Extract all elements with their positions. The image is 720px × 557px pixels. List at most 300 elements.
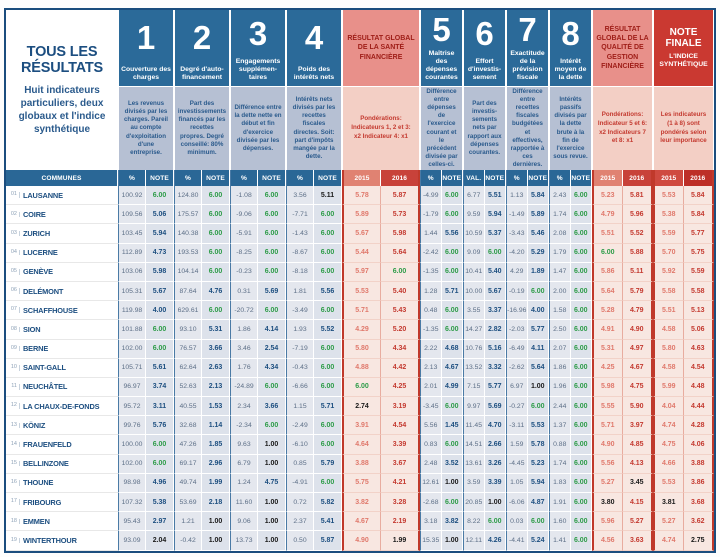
value-cell: 5.11 xyxy=(314,186,342,205)
column-header: % xyxy=(549,170,571,186)
value-cell: 9.06 xyxy=(230,512,258,531)
value-cell: 102.00 xyxy=(118,455,146,474)
value-cell: 5.67 xyxy=(146,282,174,301)
page-subtitle: Huit indicateurs particuliers, deux globaux et l'indice synthétique xyxy=(18,85,106,135)
commune-name: WINTERTHOUR xyxy=(23,535,77,545)
indicator-header-8 xyxy=(550,10,591,86)
value-cell: 4.74 xyxy=(653,416,684,435)
value-cell: 100.00 xyxy=(118,435,146,454)
commune-row-label xyxy=(6,435,118,454)
column-header: % xyxy=(174,170,202,186)
value-cell: 5.53 xyxy=(342,282,381,301)
table-header xyxy=(6,10,714,170)
value-cell: 6.00 xyxy=(571,435,593,454)
value-cell: -4.20 xyxy=(506,244,528,263)
value-cell: 4.58 xyxy=(653,359,684,378)
value-cell: 4.29 xyxy=(506,263,528,282)
result-desc-sante: Pondérations: Indicateurs 1, 2 et 3: x2 Indicateur 4: x1 xyxy=(343,87,419,170)
value-cell: 98.98 xyxy=(118,474,146,493)
value-cell: 5.51 xyxy=(653,301,684,320)
value-cell: 47.26 xyxy=(174,435,202,454)
value-cell: 4.67 xyxy=(623,359,654,378)
value-cell: -7.19 xyxy=(286,340,314,359)
column-header: NOTE xyxy=(258,170,286,186)
commune-name: SION xyxy=(23,324,41,334)
value-cell: 4.91 xyxy=(592,320,623,339)
value-cell: 629.61 xyxy=(174,301,202,320)
value-cell: -1.49 xyxy=(506,205,528,224)
value-cell: 6.00 xyxy=(571,340,593,359)
value-cell: 5.29 xyxy=(528,244,550,263)
value-cell: -2.42 xyxy=(420,244,442,263)
column-header: VAL. xyxy=(463,170,485,186)
indicator-desc-5: Différence entre dépenses de l'exercice courant et le précédent divisée par celles-ci. xyxy=(421,87,462,170)
indicator-desc-6: Part des investis-sements nets par rapport aux dépenses courantes. xyxy=(464,87,505,170)
value-cell: -20.72 xyxy=(230,301,258,320)
value-cell: 6.00 xyxy=(571,397,593,416)
commune-name: FRAUENFELD xyxy=(23,440,72,450)
commune-row-label xyxy=(6,186,118,205)
value-cell: 6.00 xyxy=(485,244,507,263)
value-cell: 3.52 xyxy=(442,455,464,474)
value-cell: 6.00 xyxy=(258,416,286,435)
value-cell: 3.74 xyxy=(146,378,174,397)
value-cell: 4.44 xyxy=(684,397,715,416)
value-cell: 1.76 xyxy=(230,359,258,378)
value-cell: 2.22 xyxy=(420,340,442,359)
value-cell: 5.24 xyxy=(528,531,550,550)
commune-name: BELLINZONE xyxy=(23,459,69,469)
value-cell: 93.10 xyxy=(174,320,202,339)
value-cell: 2.18 xyxy=(202,493,230,512)
indicator-header-5 xyxy=(421,10,462,86)
commune-row-label xyxy=(6,455,118,474)
value-cell: -7.71 xyxy=(286,205,314,224)
value-cell: 103.45 xyxy=(118,224,146,243)
value-cell: 4.75 xyxy=(653,435,684,454)
value-cell: 6.00 xyxy=(146,320,174,339)
value-cell: 3.11 xyxy=(146,397,174,416)
value-cell: 6.00 xyxy=(442,320,464,339)
value-cell: -2.03 xyxy=(506,320,528,339)
value-cell: 4.99 xyxy=(442,378,464,397)
value-cell: 15.35 xyxy=(420,531,442,550)
value-cell: 6.00 xyxy=(314,224,342,243)
value-cell: 5.16 xyxy=(485,340,507,359)
value-cell: 1.37 xyxy=(549,416,571,435)
value-cell: 5.52 xyxy=(623,224,654,243)
commune-name: KÖNIZ xyxy=(23,420,46,430)
value-cell: 10.76 xyxy=(463,340,485,359)
value-cell: 7.15 xyxy=(463,378,485,397)
value-cell: 9.97 xyxy=(463,397,485,416)
indicator-name: Exactitude de la prévision fiscale xyxy=(510,49,545,81)
value-cell: 1.44 xyxy=(420,224,442,243)
value-cell: 5.38 xyxy=(146,493,174,512)
value-cell: 2.04 xyxy=(146,531,174,550)
value-cell: 5.77 xyxy=(485,378,507,397)
commune-row-label xyxy=(6,224,118,243)
value-cell: 5.78 xyxy=(342,186,381,205)
value-cell: 4.21 xyxy=(381,474,420,493)
value-cell: 6.00 xyxy=(571,455,593,474)
value-cell: 1.89 xyxy=(528,263,550,282)
value-cell: -3.49 xyxy=(286,301,314,320)
value-cell: -1.35 xyxy=(420,263,442,282)
value-cell: 87.64 xyxy=(174,282,202,301)
commune-name: LUCERNE xyxy=(23,248,58,258)
value-cell: 2.75 xyxy=(684,531,715,550)
value-cell: 5.67 xyxy=(485,282,507,301)
value-cell: 12.11 xyxy=(463,531,485,550)
value-cell: 100.92 xyxy=(118,186,146,205)
indicator-number: 5 xyxy=(432,11,451,49)
commune-name: SAINT-GALL xyxy=(23,363,66,373)
value-cell: 6.00 xyxy=(202,263,230,282)
value-cell: 4.13 xyxy=(623,455,654,474)
value-cell: 49.74 xyxy=(174,474,202,493)
value-cell: 8.22 xyxy=(463,512,485,531)
value-cell: 6.00 xyxy=(258,186,286,205)
value-cell: 4.25 xyxy=(381,378,420,397)
value-cell: 6.00 xyxy=(258,301,286,320)
value-cell: 5.94 xyxy=(146,224,174,243)
value-cell: 6.00 xyxy=(442,186,464,205)
value-cell: 6.00 xyxy=(146,435,174,454)
indicator-desc-1: Les revenus divisés par les charges. Pareil au compte d'exploitation d'une entreprise. xyxy=(119,87,173,170)
value-cell: 5.73 xyxy=(381,205,420,224)
value-cell: 6.00 xyxy=(202,205,230,224)
value-cell: 107.32 xyxy=(118,493,146,512)
value-cell: 4.28 xyxy=(684,416,715,435)
value-cell: 2.00 xyxy=(549,282,571,301)
value-cell: 3.55 xyxy=(463,301,485,320)
value-cell: 4.90 xyxy=(623,320,654,339)
indicator-desc-3: Différence entre la dette nette en début et fin d'exercice divisée par les dépenses. xyxy=(231,87,285,170)
value-cell: -1.35 xyxy=(420,320,442,339)
indicator-header-6 xyxy=(464,10,505,86)
value-cell: 5.53 xyxy=(653,186,684,205)
value-cell: 6.00 xyxy=(571,263,593,282)
value-cell: 5.23 xyxy=(528,455,550,474)
value-cell: 5.96 xyxy=(623,205,654,224)
commune-row-label xyxy=(6,474,118,493)
title-block xyxy=(6,10,118,170)
value-cell: 6.00 xyxy=(571,512,593,531)
value-cell: 6.00 xyxy=(442,205,464,224)
value-cell: 4.56 xyxy=(592,531,623,550)
value-cell: 5.23 xyxy=(592,186,623,205)
value-cell: 1.00 xyxy=(258,493,286,512)
value-cell: 4.97 xyxy=(623,340,654,359)
column-header: 2015 xyxy=(342,170,381,186)
commune-row-label xyxy=(6,531,118,550)
value-cell: 13.73 xyxy=(230,531,258,550)
value-cell: 6.00 xyxy=(442,244,464,263)
value-cell: 76.57 xyxy=(174,340,202,359)
value-cell: 5.99 xyxy=(653,378,684,397)
result-header-finale xyxy=(654,10,713,86)
value-cell: 1.21 xyxy=(174,512,202,531)
value-cell: 1.83 xyxy=(549,474,571,493)
value-cell: 5.37 xyxy=(485,224,507,243)
value-cell: 2.13 xyxy=(202,378,230,397)
value-cell: 1.00 xyxy=(258,455,286,474)
column-header: NOTE xyxy=(202,170,230,186)
value-cell: 5.78 xyxy=(528,435,550,454)
value-cell: 5.59 xyxy=(684,263,715,282)
value-cell: -9.06 xyxy=(230,205,258,224)
value-cell: 3.46 xyxy=(230,340,258,359)
commune-row-label xyxy=(6,416,118,435)
value-cell: 102.00 xyxy=(118,340,146,359)
commune-name: ZURICH xyxy=(23,228,51,238)
communes-header: COMMUNES xyxy=(6,170,118,186)
value-cell: 9.63 xyxy=(230,435,258,454)
value-cell: 5.43 xyxy=(381,301,420,320)
value-cell: 4.79 xyxy=(592,205,623,224)
column-header: 2015 xyxy=(592,170,623,186)
value-cell: 5.56 xyxy=(592,455,623,474)
value-cell: 3.88 xyxy=(684,455,715,474)
indicator-header-1 xyxy=(119,10,173,86)
value-cell: 104.14 xyxy=(174,263,202,282)
value-cell: 5.40 xyxy=(381,282,420,301)
value-cell: 5.89 xyxy=(342,205,381,224)
value-cell: 119.98 xyxy=(118,301,146,320)
value-cell: 2.96 xyxy=(202,455,230,474)
value-cell: 6.00 xyxy=(314,359,342,378)
value-cell: 2.13 xyxy=(420,359,442,378)
value-cell: 140.38 xyxy=(174,224,202,243)
value-cell: -1.79 xyxy=(420,205,442,224)
value-cell: 1.74 xyxy=(549,455,571,474)
value-cell: 5.58 xyxy=(653,282,684,301)
value-cell: 2.54 xyxy=(258,340,286,359)
indicator-header-3 xyxy=(231,10,285,86)
value-cell: 5.31 xyxy=(202,320,230,339)
value-cell: 4.67 xyxy=(342,512,381,531)
row-number: 19 xyxy=(9,538,20,544)
column-header: % xyxy=(286,170,314,186)
value-cell: 4.75 xyxy=(623,378,654,397)
value-cell: 3.45 xyxy=(623,474,654,493)
value-cell: 2.19 xyxy=(381,512,420,531)
value-cell: -0.27 xyxy=(506,397,528,416)
value-cell: 5.27 xyxy=(592,474,623,493)
commune-name: FRIBOURG xyxy=(23,497,62,507)
value-cell: 5.53 xyxy=(653,474,684,493)
value-cell: 4.11 xyxy=(528,340,550,359)
value-cell: 6.00 xyxy=(571,301,593,320)
value-cell: 5.94 xyxy=(485,205,507,224)
value-cell: -0.42 xyxy=(174,531,202,550)
commune-name: BERNE xyxy=(23,344,49,354)
indicator-header-2 xyxy=(175,10,229,86)
value-cell: 4.63 xyxy=(684,340,715,359)
value-cell: 6.00 xyxy=(571,205,593,224)
value-cell: 3.39 xyxy=(381,435,420,454)
value-cell: 3.82 xyxy=(442,512,464,531)
value-cell: 5.64 xyxy=(528,359,550,378)
value-cell: 5.71 xyxy=(592,416,623,435)
value-cell: 4.42 xyxy=(381,359,420,378)
value-cell: 52.63 xyxy=(174,378,202,397)
row-number: 12 xyxy=(9,403,20,409)
value-cell: 3.26 xyxy=(485,455,507,474)
value-cell: 6.00 xyxy=(571,244,593,263)
value-cell: 3.59 xyxy=(463,474,485,493)
commune-name: LAUSANNE xyxy=(23,190,63,200)
value-cell: 2.48 xyxy=(420,455,442,474)
row-number: 08 xyxy=(9,327,20,333)
value-cell: 5.98 xyxy=(381,224,420,243)
commune-name: EMMEN xyxy=(23,516,50,526)
value-cell: 5.71 xyxy=(314,397,342,416)
value-cell: 109.56 xyxy=(118,205,146,224)
value-cell: 4.29 xyxy=(342,320,381,339)
value-cell: 4.88 xyxy=(342,359,381,378)
value-cell: 1.99 xyxy=(381,531,420,550)
indicator-number: 7 xyxy=(518,11,537,49)
indicator-number: 2 xyxy=(192,19,212,57)
value-cell: -4.41 xyxy=(506,531,528,550)
indicator-desc-8: Intérêts passifs divisés par la dette brute à la fin de l'exercice sous revue. xyxy=(550,87,591,170)
value-cell: -8.67 xyxy=(286,244,314,263)
value-cell: 5.75 xyxy=(342,474,381,493)
value-cell: 5.77 xyxy=(528,320,550,339)
value-cell: 5.06 xyxy=(146,205,174,224)
value-cell: 1.47 xyxy=(549,263,571,282)
value-cell: 6.00 xyxy=(571,474,593,493)
value-cell: 4.66 xyxy=(653,455,684,474)
value-cell: 5.52 xyxy=(314,320,342,339)
value-cell: -6.10 xyxy=(286,435,314,454)
value-cell: 5.44 xyxy=(342,244,381,263)
value-cell: 175.57 xyxy=(174,205,202,224)
column-header: 2016 xyxy=(623,170,654,186)
value-cell: 5.80 xyxy=(342,340,381,359)
indicator-number: 6 xyxy=(475,15,494,53)
value-cell: 6.00 xyxy=(314,378,342,397)
page-title: TOUS LES RÉSULTATS xyxy=(21,43,103,76)
value-cell: 4.34 xyxy=(381,340,420,359)
value-cell: 3.91 xyxy=(342,416,381,435)
column-header: NOTE xyxy=(528,170,550,186)
value-cell: 4.54 xyxy=(381,416,420,435)
value-cell: 4.67 xyxy=(442,359,464,378)
commune-name: DELÉMONT xyxy=(23,286,64,296)
value-cell: 3.97 xyxy=(623,416,654,435)
indicator-desc-7: Différence entre recettes fiscales budgétées et effectives, rapportée à ces dernières. xyxy=(507,87,548,170)
column-header: NOTE xyxy=(571,170,593,186)
value-cell: 5.51 xyxy=(592,224,623,243)
value-cell: 5.58 xyxy=(684,282,715,301)
finale-title: NOTE FINALE xyxy=(665,26,702,49)
value-cell: -4.91 xyxy=(286,474,314,493)
value-cell: 6.77 xyxy=(463,186,485,205)
value-cell: 4.14 xyxy=(258,320,286,339)
value-cell: 5.56 xyxy=(314,282,342,301)
value-cell: -2.68 xyxy=(420,493,442,512)
value-cell: 11.60 xyxy=(230,493,258,512)
value-cell: 6.00 xyxy=(442,493,464,512)
value-cell: 1.58 xyxy=(549,301,571,320)
value-cell: 105.31 xyxy=(118,282,146,301)
result-desc-qualite: Pondérations: Indicateur 5 et 6: x2 Indicateurs 7 et 8: x1 xyxy=(593,87,652,170)
value-cell: -6.66 xyxy=(286,378,314,397)
value-cell: 5.97 xyxy=(342,263,381,282)
value-cell: 69.17 xyxy=(174,455,202,474)
value-cell: 6.00 xyxy=(146,186,174,205)
value-cell: 9.09 xyxy=(463,244,485,263)
value-cell: 5.40 xyxy=(485,263,507,282)
value-cell: 1.96 xyxy=(549,378,571,397)
value-cell: 9.59 xyxy=(463,205,485,224)
value-cell: 6.00 xyxy=(571,531,593,550)
row-number: 15 xyxy=(9,461,20,467)
value-cell: 13.61 xyxy=(463,455,485,474)
value-cell: 4.70 xyxy=(485,416,507,435)
value-cell: 1.79 xyxy=(549,244,571,263)
value-cell: 1.15 xyxy=(286,397,314,416)
value-cell: 6.00 xyxy=(571,416,593,435)
value-cell: 5.28 xyxy=(592,301,623,320)
value-cell: 1.74 xyxy=(549,205,571,224)
column-header: % xyxy=(506,170,528,186)
value-cell: 5.11 xyxy=(623,263,654,282)
value-cell: 40.55 xyxy=(174,397,202,416)
column-header: NOTE xyxy=(442,170,464,186)
row-number: 18 xyxy=(9,519,20,525)
value-cell: 0.85 xyxy=(286,455,314,474)
indicator-desc-4: Intérêts nets divisés par les recettes fiscales directes. Soit: part d'impôts mangée par la dette. xyxy=(287,87,341,170)
commune-row-label xyxy=(6,359,118,378)
value-cell: 6.00 xyxy=(314,263,342,282)
value-cell: 6.00 xyxy=(442,397,464,416)
column-header: % xyxy=(118,170,146,186)
value-cell: 3.56 xyxy=(286,186,314,205)
value-cell: 5.27 xyxy=(653,512,684,531)
value-cell: 193.53 xyxy=(174,244,202,263)
value-cell: 3.81 xyxy=(653,493,684,512)
result-desc-finale: Les indicateurs (1 à 8) sont pondérés selon leur importance xyxy=(654,87,713,170)
value-cell: 0.48 xyxy=(420,301,442,320)
value-cell: 4.00 xyxy=(528,301,550,320)
value-cell: 1.00 xyxy=(528,378,550,397)
value-cell: 5.94 xyxy=(528,474,550,493)
value-cell: 5.69 xyxy=(485,397,507,416)
value-cell: 5.61 xyxy=(146,359,174,378)
value-cell: 3.63 xyxy=(623,531,654,550)
value-cell: 2.97 xyxy=(146,512,174,531)
value-cell: 6.00 xyxy=(314,474,342,493)
value-cell: 2.63 xyxy=(202,359,230,378)
value-cell: 1.00 xyxy=(258,435,286,454)
value-cell: 6.00 xyxy=(528,397,550,416)
commune-name: GENÈVE xyxy=(23,267,53,277)
value-cell: -0.23 xyxy=(230,263,258,282)
value-cell: 1.41 xyxy=(549,531,571,550)
commune-name: COIRE xyxy=(23,209,46,219)
value-cell: 4.15 xyxy=(623,493,654,512)
value-cell: 1.00 xyxy=(442,474,464,493)
value-cell: 0.72 xyxy=(286,493,314,512)
value-cell: 2.82 xyxy=(485,320,507,339)
value-cell: 2.34 xyxy=(230,397,258,416)
value-cell: 5.79 xyxy=(623,282,654,301)
value-cell: 14.27 xyxy=(463,320,485,339)
